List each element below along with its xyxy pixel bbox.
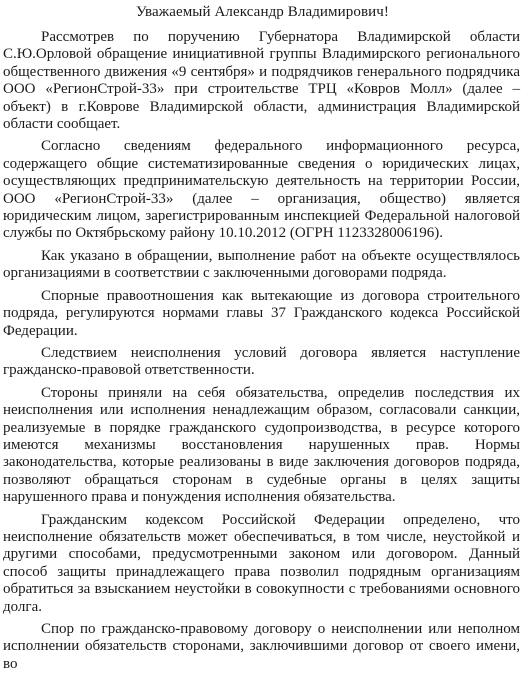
paragraph-penalty: Гражданским кодексом Российской Федерации определено, что неисполнение обязательств может обеспечиваться, в том числе, неустойкой и другими способами, предусмотренными законом или договором. Данный способ защиты принадлежащего права позволил подрядным организациям обратиться за взысканием неустойки в совокупности с требованиями основного долга. (3, 511, 520, 615)
paragraph-request-summary: Рассмотрев по поручению Губернатора Владимирской области С.Ю.Орловой обращение инициативной группы Владимирского регионального общественного движения «9 сентября» и подрядчиков генерального подрядчика ООО «РегионСтрой-33» при строительстве ТРЦ «Ковров Молл» (далее – объект) в г.Коврове Владимирской области, администрация Владимирской области сообщает. (3, 29, 520, 133)
letter-greeting: Уважаемый Александр Владимирович! (135, 4, 390, 20)
paragraph-liability: Следствием неисполнения условий договора является наступление гражданско-правовой ответственности. (3, 344, 520, 379)
paragraph-dispute: Спор по гражданско-правовому договору о неисполнении или неполном исполнении обязательств сторонами, заключившими договор от своего имени, во (3, 621, 520, 672)
letter-body (3, 29, 520, 678)
paragraph-obligations: Стороны приняли на себя обязательства, определив последствия их неисполнения или исполнения ненадлежащим образом, согласовали санкции, реализуемые в порядке гражданского судопроизводства, в ресурсе которого имеются механизмы восстановления нарушенных прав. Нормы законодательства, которые реализованы в виде заключения договоров подряда, позволяют обращаться сторонам в судебные органы в целях защиты нарушенного права и понуждения исполнения обязательства. (3, 384, 520, 506)
paragraph-civil-code-chapter: Спорные правоотношения как вытекающие из договора строительного подряда, регулируются нормами главы 37 Гражданского кодекса Российской Федерации. (3, 287, 520, 339)
paragraph-company-registration: Согласно сведениям федерального информационного ресурса, содержащего общие систематизированные сведения о юридических лицах, осуществляющих предпринимательскую деятельность на территории России, ООО «РегионСтрой-33» (далее – организация, общество) является юридическим лицом, зарегистрированным инспекцией Федеральной налоговой службы по Октябрьскому району 10.10.2012 (ОГРН 1123328006196). (3, 138, 520, 242)
paragraph-contract-works: Как указано в обращении, выполнение работ на объекте осуществлялось организациями в соответствии с заключенными договорами подряда. (3, 247, 520, 282)
